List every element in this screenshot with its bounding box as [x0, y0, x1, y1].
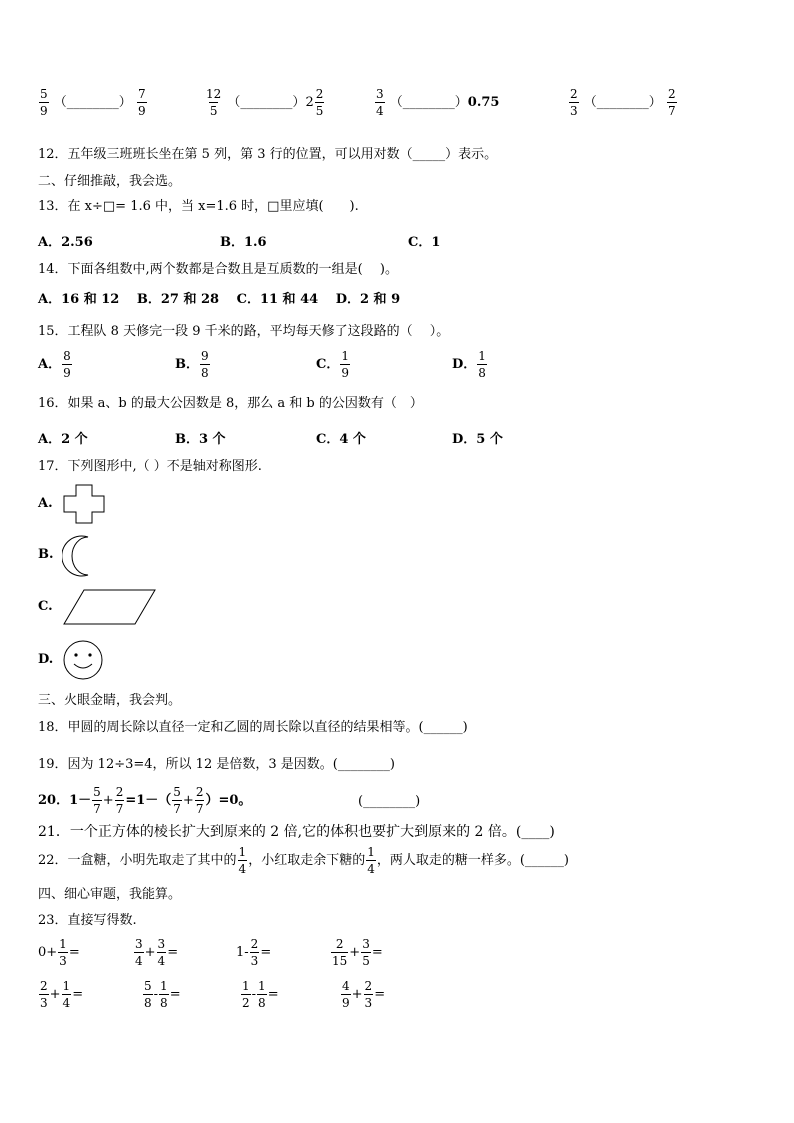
fraction: $\frac{7}{9}$ — [137, 87, 146, 118]
q11-item-4 — [568, 88, 678, 117]
q16-option-c[interactable]: C．4 个 — [316, 432, 366, 447]
q17-option-a-label[interactable]: A. — [38, 496, 53, 511]
q13-option-b[interactable]: B．1.6 — [220, 235, 267, 250]
calc-item: $\frac{1}{2}$ - $\frac{1}{8}$ = — [242, 979, 279, 1010]
question-19: 19．因为 12÷3=4，所以 12 是倍数，3 是因数。(________) — [38, 757, 395, 772]
q15-option-a[interactable]: A． $\frac{8}{9}$ — [38, 349, 71, 380]
calc-item: $\frac{3}{4}$ + $\frac{3}{4}$ = — [135, 937, 179, 968]
calc-item: $\frac{2}{15}$ + $\frac{3}{5}$ = — [332, 937, 383, 968]
fraction: $\frac{2}{5}$ — [315, 87, 324, 118]
question-21: 21．一个正方体的棱长扩大到原来的 2 倍,它的体积也要扩大到原来的 2 倍。(____) — [38, 824, 555, 840]
fraction: $\frac{2}{3}$ — [570, 87, 578, 118]
q20-answer-blank[interactable]: (________) — [358, 794, 421, 809]
q17-option-d-label[interactable]: D. — [38, 652, 54, 667]
answer-blank[interactable]: （________） — [53, 95, 132, 110]
q16-option-d[interactable]: D．5 个 — [452, 432, 503, 447]
answer-blank[interactable]: （________） — [227, 95, 306, 110]
fraction: $\frac{12}{5}$ — [206, 87, 222, 118]
q11-item-2: $\frac{12}{5}$ （________）2 $\frac{2}{5}$ — [206, 87, 324, 118]
fraction: $\frac{5}{9}$ — [40, 87, 48, 118]
question-23: 23．直接写得数. — [38, 913, 137, 928]
q16-option-a[interactable]: A．2 个 — [38, 432, 88, 447]
q13-option-a[interactable]: A．2.56 — [38, 235, 93, 250]
q17-option-c-label[interactable]: C. — [38, 599, 53, 614]
calc-item: $\frac{5}{8}$ - $\frac{1}{8}$ = — [144, 979, 181, 1010]
q13-option-c[interactable]: C．1 — [408, 235, 441, 250]
question-16: 16．如果 a、b 的最大公因数是 8，那么 a 和 b 的公因数有（ ） — [38, 396, 423, 411]
q15-option-b[interactable]: B． $\frac{9}{8}$ — [175, 349, 209, 380]
fraction: $\frac{2}{7}$ — [667, 87, 676, 118]
question-20: 20．1－ $\frac{5}{7}$ + $\frac{2}{7}$ =1－（ $\frac{5}{7}$ + $\frac{2}{7}$ ）=0。 — [38, 785, 252, 816]
question-17: 17．下列图形中,（ ）不是轴对称图形. — [38, 459, 262, 474]
question-12: 12．五年级三班班长坐在第 5 列，第 3 行的位置，可以用对数（_____）表示。 — [38, 147, 498, 162]
question-22: 22．一盒糖，小明先取走了其中的 $\frac{1}{4}$ ，小红取走余下糖的 $\frac{1}{4}$ ，两人取走的糖一样多。(______) — [38, 845, 569, 876]
section-3-title: 三、火眼金睛，我会判。 — [38, 693, 182, 708]
q11-item-1 — [38, 88, 148, 117]
section-2-title: 二、仔细推敲，我会选。 — [38, 174, 182, 189]
calc-item: $\frac{4}{9}$ + $\frac{2}{3}$ = — [342, 979, 386, 1010]
cross-shape-icon — [62, 484, 106, 524]
calc-item: 1- $\frac{2}{3}$ = — [236, 937, 272, 968]
q15-option-c[interactable]: C． $\frac{1}{9}$ — [316, 349, 349, 380]
q15-option-d[interactable]: D． $\frac{1}{8}$ — [452, 349, 486, 380]
q11-item-3: $\frac{3}{4}$ （________）0.75 — [376, 87, 500, 118]
calc-item: $\frac{2}{3}$ + $\frac{1}{4}$ = — [40, 979, 84, 1010]
fraction: $\frac{3}{4}$ — [376, 87, 384, 118]
answer-blank[interactable]: （________） — [583, 95, 662, 110]
crescent-moon-icon — [62, 535, 92, 577]
question-18: 18．甲圆的周长除以直径一定和乙圆的周长除以直径的结果相等。(______) — [38, 720, 468, 735]
question-14: 14．下面各组数中,两个数都是合数且是互质数的一组是( )。 — [38, 262, 398, 277]
question-15: 15．工程队 8 天修完一段 9 千米的路，平均每天修了这段路的（ ）。 — [38, 324, 450, 339]
q14-options[interactable]: A．16 和 12 B．27 和 28 C．11 和 44 D．2 和 9 — [38, 292, 401, 307]
q16-option-b[interactable]: B．3 个 — [175, 432, 226, 447]
parallelogram-icon — [62, 588, 158, 626]
q17-option-b-label[interactable]: B. — [38, 547, 54, 562]
question-13: 13．在 x÷□= 1.6 中，当 x=1.6 时，□里应填( ). — [38, 199, 359, 214]
section-4-title: 四、细心审题，我能算。 — [38, 887, 182, 902]
answer-blank[interactable]: （________） — [389, 95, 468, 110]
smiley-face-icon — [62, 639, 104, 681]
calc-item: 0+ $\frac{1}{3}$ = — [38, 937, 80, 968]
